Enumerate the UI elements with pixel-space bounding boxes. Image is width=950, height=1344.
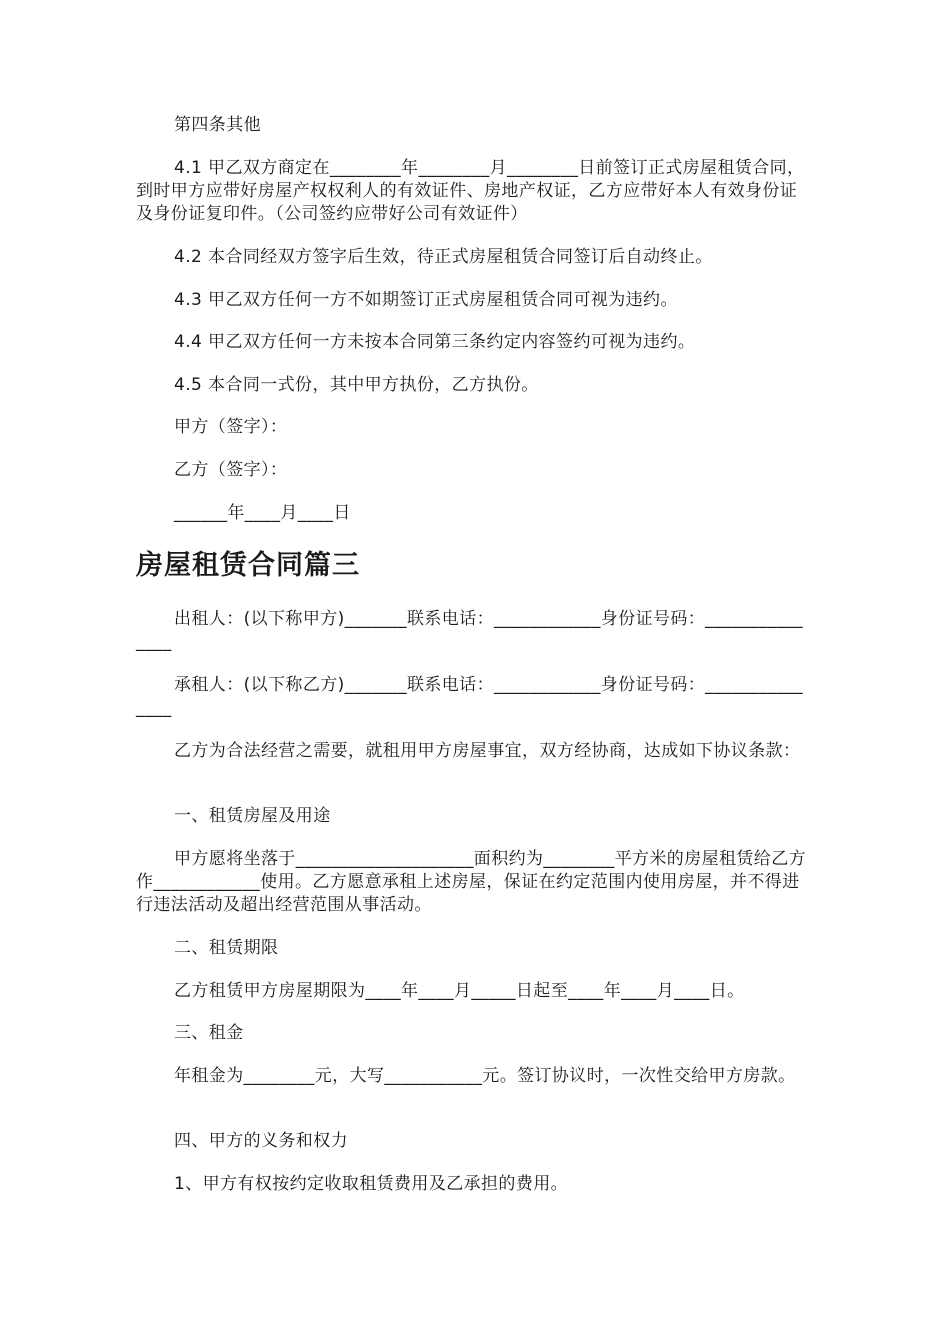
clause-4-2: 4.2 本合同经双方签字后生效，待正式房屋租赁合同签订后自动终止。 [174, 247, 713, 267]
section-1-title: 一、租赁房屋及用途 [174, 806, 331, 826]
section-4-item-1: 1、甲方有权按约定收取租赁费用及乙承担的费用。 [174, 1174, 569, 1194]
chapter-heading: 房屋租赁合同篇三 [136, 550, 360, 581]
lessee-info: 承租人：(以下称乙方)_______联系电话：____________身份证号码：_______________ [136, 675, 804, 718]
clause-4-1: 4.1 甲乙双方商定在________年________月________日前签订正式房屋租赁合同，到时甲方应带好房屋产权权利人的有效证件、房地产权证，乙方应带好本人有效身份证及身份证复印件。（公司签约应带好公司有效证件） [136, 158, 805, 224]
signature-party-a: 甲方（签字）： [174, 417, 288, 437]
clause-4-3: 4.3 甲乙双方任何一方不如期签订正式房屋租赁合同可视为违约。 [174, 290, 678, 310]
signature-date: ______年____月____日 [174, 503, 351, 523]
section-3-title: 三、租金 [174, 1023, 244, 1043]
section-2-title: 二、租赁期限 [174, 938, 279, 958]
section-4-title: 四、甲方的义务和权力 [174, 1131, 348, 1151]
section-3-body: 年租金为________元，大写___________元。签订协议时，一次性交给甲方房款。 [174, 1066, 796, 1086]
lessor-info: 出租人：(以下称甲方)_______联系电话：____________身份证号码：_______________ [136, 609, 804, 652]
section-title: 第四条其他 [174, 115, 261, 135]
signature-party-b: 乙方（签字）： [174, 460, 288, 480]
clause-4-4: 4.4 甲乙双方任何一方未按本合同第三条约定内容签约可视为违约。 [174, 332, 696, 352]
intro-paragraph: 乙方为合法经营之需要，就租用甲方房屋事宜，双方经协商，达成如下协议条款： [174, 741, 801, 761]
section-2-body: 乙方租赁甲方房屋期限为____年____月_____日起至____年____月____日。 [174, 981, 745, 1001]
section-1-body: 甲方愿将坐落于____________________面积约为________平方米的房屋租赁给乙方作____________使用。乙方愿意承租上述房屋，保证在约定范围内使用房屋，并不得进行违法活动及超出经营范围从事活动。 [136, 849, 806, 915]
clause-4-5: 4.5 本合同一式份，其中甲方执份，乙方执份。 [174, 375, 539, 395]
